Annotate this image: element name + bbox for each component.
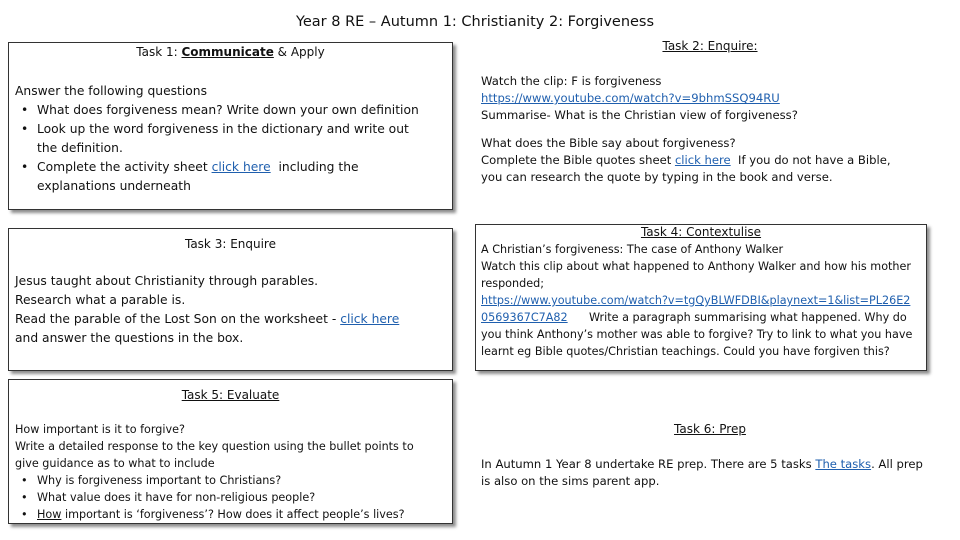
list-item: • How important is ‘forgiveness’? How does it affect people’s lives? bbox=[21, 508, 405, 521]
the-tasks-link[interactable]: The tasks bbox=[815, 457, 872, 471]
bible-quotes-link[interactable]: click here bbox=[674, 153, 731, 167]
list-item: • What does forgiveness mean? Write down your own definition bbox=[21, 103, 419, 117]
task5-panel bbox=[8, 379, 453, 524]
task3-heading: Task 3: Enquire bbox=[184, 237, 276, 251]
list-item: • What value does it have for non-religious people? bbox=[21, 491, 316, 504]
task4-panel bbox=[475, 224, 927, 371]
task1-intro: Answer the following questions bbox=[15, 84, 208, 98]
task5-body: How important is it to forgive? Write a detailed response to the key question using the bullet points to give guidance as to what to include • Why is forgiveness important to Christians? • What value does it have for non-religious people? • How important is ‘forgiveness’? How does it affect people’s lives? bbox=[15, 421, 451, 523]
activity-sheet-link[interactable]: click here bbox=[211, 160, 271, 174]
task3-body: Jesus taught about Christianity through parables. Research what a parable is. Read the parable of the Lost Son on the worksheet - click here and answer the questions in the box. bbox=[15, 274, 400, 345]
task3-panel bbox=[8, 228, 453, 371]
task2-body: Watch the clip: F is forgiveness https://www.youtube.com/watch?v=9bhmSSQ94RU Summarise- What is the Christian view of forgiveness? What does the Bible say about forgiveness? Complete the Bible quotes sheet click here If you do not have a Bible, you can research the quote by typing in the book and verse. bbox=[481, 74, 891, 184]
task5-bullets bbox=[15, 472, 451, 523]
page-title: Year 8 RE – Autumn 1: Christianity 2: Forgiveness bbox=[295, 14, 655, 30]
task6-body: In Autumn 1 Year 8 undertake RE prep. There are 5 tasks The tasks. All prep is also on the sims parent app. bbox=[481, 457, 923, 488]
list-item: • Look up the word forgiveness in the dictionary and write out the definition. bbox=[21, 122, 409, 155]
task1-bullets bbox=[15, 101, 451, 196]
task2-panel bbox=[475, 36, 945, 206]
task4-heading: Task 4: Contextulise bbox=[640, 225, 762, 239]
task5-heading: Task 5: Evaluate bbox=[181, 388, 280, 402]
task2-heading: Task 2: Enquire: bbox=[662, 39, 758, 53]
task6-panel bbox=[475, 418, 945, 518]
list-item: • Complete the activity sheet click here including the explanations underneath bbox=[21, 160, 359, 193]
lost-son-worksheet-link[interactable]: click here bbox=[340, 312, 400, 326]
anthony-walker-video-link[interactable]: https://www.youtube.com/watch?v=tgQyBLWFDBI&playnext=1&list=PL26E2 bbox=[481, 294, 911, 307]
list-item: • Why is forgiveness important to Christians? bbox=[21, 474, 282, 487]
forgiveness-video-link[interactable]: https://www.youtube.com/watch?v=9bhmSSQ94RU bbox=[481, 91, 780, 105]
task6-heading: Task 6: Prep bbox=[674, 422, 746, 436]
task1-heading: Task 1: Communicate & Apply bbox=[136, 45, 325, 59]
task4-body: A Christian’s forgiveness: The case of Anthony Walker Watch this clip about what happened to Anthony Walker and how his mother responded; https://www.youtube.com/watch?v=tgQyBLWFDBI&playnext=1&list=PL26E2 0569367C7A82 Write a paragraph summarising what happened. Why do you think Anthony’s mother was able to forgive? Try to link to what you have learnt eg Bible quotes/Christian teachings. Could you have forgiven this? bbox=[481, 243, 913, 358]
anthony-walker-video-link-cont[interactable]: 0569367C7A82 bbox=[481, 311, 568, 324]
task1-panel bbox=[8, 42, 453, 210]
task1-body bbox=[15, 82, 451, 196]
